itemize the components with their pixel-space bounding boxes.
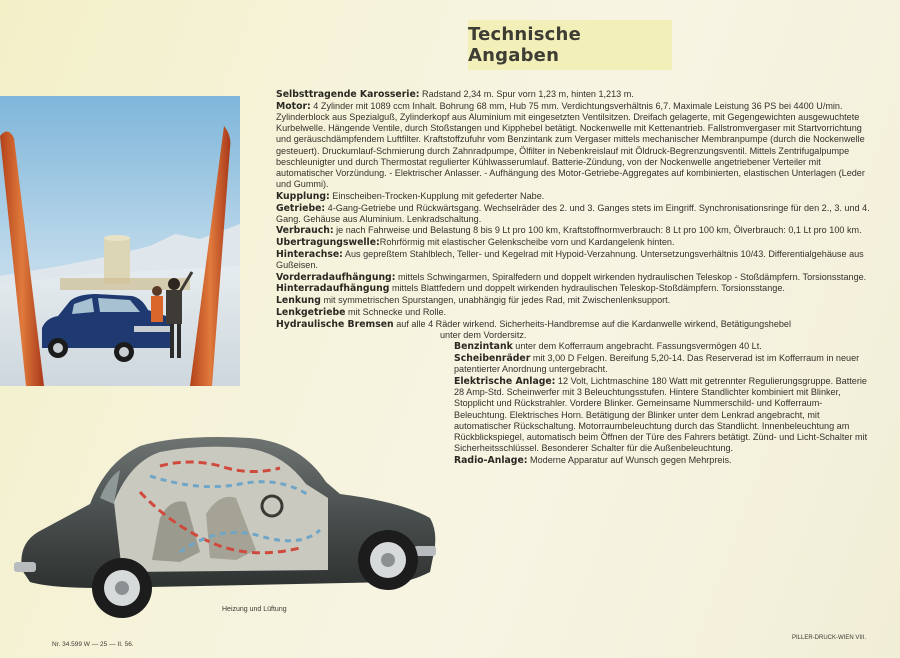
illustration-caption: Heizung und Lüftung — [222, 606, 287, 613]
spec-text: 4 Zylinder mit 1089 ccm Inhalt. Bohrung 68 mm, Hub 75 mm. Verdichtungsverhältnis 6,7. Maximale Leistung 36 PS bei 4400 U/min. Zylinderblock aus Spezialguß, Zylinderkopf aus Aluminium mit eingesetzten Ventilsitzen. Dreifach gelagerte, mit Gegengewichten ausgewuchtete Kurbelwelle. Hängende Ventile, durch Stoßstangen und Kipphebel betätigt. Nockenwelle mit Kettenantrieb. Fallstromvergaser mit Startvorrichtung und geräuschdämpfendem Luftfilter. Kraftstoffzufuhr vom Benzintank zum Vergaser mittels mechanischer Membranpumpe (durch die Nockenwelle gesteuert). Druckumlauf-Schmierung durch Zahnradpumpe, Ölfilter in Nebenkreislauf mit Öldruck-Begrenzungsventil. Mittels Zentrifugalpumpe beschleunigter und durch Thermostat regulierter Kühlwasserumlauf. Batterie-Zündung, von der Nockenwelle angetriebener Verteiler mit automatischer Vorzündung. - Elektrischer Anlasser. - Aufhängung des Motor-Getriebe-Aggregates auf kombinierten, elastischen Unterlagen (Leder und Gummi). — [276, 100, 865, 190]
spec-text: auf alle 4 Räder wirkend. Sicherheits-Handbremse auf die Kardanwelle wirkend, Betätigungshebel — [393, 318, 792, 329]
spec-label: Selbsttragende Karosserie: — [276, 89, 420, 100]
spec-label: Motor: — [276, 100, 311, 112]
printer-imprint: PILLER-DRUCK-WIEN VIII. — [792, 635, 867, 641]
spec-label: Getriebe: — [276, 202, 326, 214]
technical-specs — [276, 89, 870, 467]
spec-text: Einscheiben-Trocken-Kupplung mit gefederter Nabe. — [329, 190, 545, 201]
heating-ventilation-illustration — [10, 432, 442, 620]
spec-gearbox — [276, 203, 870, 225]
spec-brakes — [276, 319, 870, 341]
spec-label: Elektrische Anlage: — [454, 376, 556, 388]
title-banner — [468, 20, 672, 70]
spec-driveshaft — [276, 237, 870, 248]
spec-text: Radstand 2,34 m. Spur vorn 1,23 m, hinten 1,213 m. — [419, 89, 634, 99]
spec-front-suspension — [276, 272, 870, 283]
spec-text: Rohrförmig mit elastischer Gelenkscheibe vorn und Kardangelenk hinten. — [379, 237, 675, 248]
spec-label: Kupplung: — [276, 190, 330, 202]
spec-steering — [276, 295, 870, 306]
spec-text: mittels Schwingarmen, Spiralfedern und doppelt wirkenden hydraulischen Teleskop - Stoßdämpfern. Torsionsstange. — [395, 271, 867, 282]
spec-text: mit 3,00 D Felgen. Bereifung 5,20-14. Das Reserverad ist im Kofferraum in neuer patentierter Anordnung untergebracht. — [454, 353, 860, 375]
spec-text: unter dem Kofferraum angebracht. Fassungsvermögen 40 Lt. — [512, 341, 762, 352]
spec-text: mit Schnecke und Rolle. — [345, 306, 447, 317]
spec-label: Ubertragungswelle: — [276, 237, 380, 249]
spec-label: Lenkgetriebe — [276, 306, 346, 318]
spec-text: je nach Fahrweise und Belastung 8 bis 9 Lt pro 100 km, Kraftstoffnormverbrauch: 8 Lt pro 100 km, Ölverbrauch: 0,1 Lt pro 100 km. — [333, 225, 862, 236]
spec-label: Vorderradaufhängung: — [276, 271, 396, 283]
spec-text: mit symmetrischen Spurstangen, unabhängig für jedes Rad, mit Zwischenlenksupport. — [320, 295, 671, 306]
spec-label: Radio-Anlage: — [454, 455, 528, 466]
winter-car-photo — [0, 96, 240, 386]
spec-text: 4-Gang-Getriebe und Rückwärtsgang. Wechselräder des 2. und 3. Ganges stets im Eingriff. Synchronisationsringe für den 2., 3. und 4. Gang. Gehäuse aus Aluminium. Lenkradschaltung. — [276, 202, 870, 224]
spec-consumption — [276, 225, 870, 236]
spec-wheels — [276, 353, 870, 375]
spec-text-cont: unter dem Vordersitz. — [440, 329, 527, 340]
spec-rear-suspension — [276, 283, 870, 294]
spec-text: 12 Volt, Lichtmaschine 180 Watt mit getrennter Regulierungsgruppe. Batterie 28 Amp-Std. Scheinwerfer mit 3 Beleuchtungsstufen. Hintere Standlichter kombiniert mit Blinker, Stopplicht und Rückstrahler. Vordere Blinker. Gemeinsame Nummerschild- und Kofferraum-Beleuchtung. Elektrisches Horn. Betätigung der Blinker unter dem Lenkrad angebracht, mit automatischer Rückschaltung. Motorraumbeleuchtung durch das Standlicht. Innenbeleuchtung am Rückblickspiegel, automatisch beim Öffnen der Türe des Fahrers betätigt. Zünd- und Licht-Schalter mit Sicherheitsschlüssel. Besonderer Schalter für die Außenbeleuchtung. — [454, 376, 868, 454]
spec-label: Scheibenräder — [454, 353, 531, 365]
spec-label: Hydraulische Bremsen — [276, 318, 394, 330]
spec-rear-axle — [276, 249, 870, 271]
print-reference: Nr. 34.599 W — 25 — II. 56. — [52, 641, 134, 648]
spec-fuel-tank — [276, 341, 870, 352]
spec-text: mittels Blattfedern und doppelt wirkenden hydraulischen Teleskop-Stoßdämpfern. Torsionsstange. — [389, 283, 785, 294]
spec-text: Aus gepreßtem Stahlblech, Teller- und Kegelrad mit Hypoid-Verzahnung. Untersetzungsverhältnis 10/43. Differentialgehäuse aus Gußeisen. — [276, 248, 864, 271]
spec-steering-gear — [276, 307, 870, 318]
spec-clutch — [276, 191, 870, 202]
spec-label: Hinterachse: — [276, 248, 343, 260]
spec-text: Moderne Apparatur auf Wunsch gegen Mehrpreis. — [527, 455, 732, 465]
spec-label: Verbrauch: — [276, 225, 334, 237]
spec-label: Hinterradaufhängung — [276, 283, 390, 295]
spec-body — [276, 89, 870, 100]
spec-label: Benzintank — [454, 341, 513, 353]
spec-engine — [276, 101, 870, 191]
page-title: Technische Angaben — [468, 24, 581, 66]
spec-label: Lenkung — [276, 295, 321, 307]
